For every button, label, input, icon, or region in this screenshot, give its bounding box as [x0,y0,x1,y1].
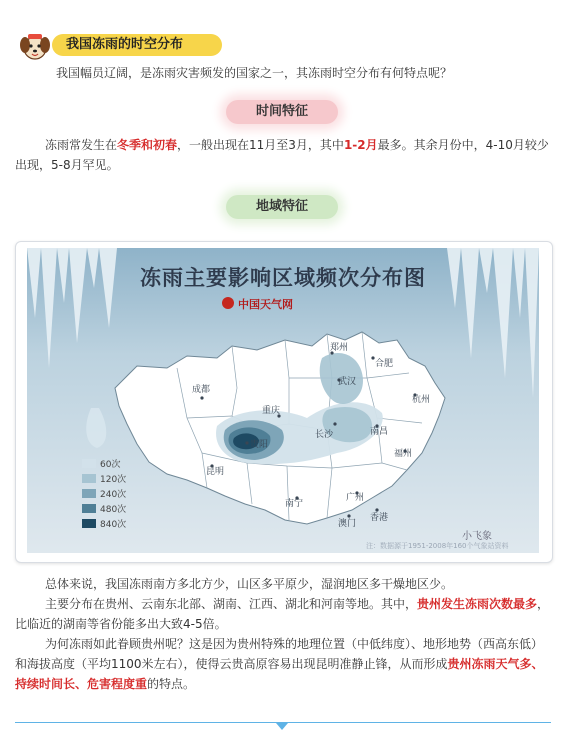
city-label: 南昌 [370,427,389,437]
legend-swatch [82,504,96,513]
time-paragraph: 冻雨常发生在冬季和初春，一般出现在11月至3月，其中1-2月最多。其余月份中，4-10月较少出现，5-8月罕见。 [15,138,549,172]
city-label: 重庆 [262,406,281,416]
city-label: 成都 [192,385,211,395]
mascot-icon [18,32,52,62]
divider-arrow-icon [276,723,288,730]
city-label: 广州 [346,493,365,503]
city-label: 福州 [394,449,413,459]
city-label: 贵阳 [250,440,269,450]
city-label: 武汉 [338,377,357,387]
city-label: 杭州 [412,395,431,405]
region-section-label: 地域特征 [226,195,338,219]
legend-item: 60次 [82,456,126,471]
intro-text: 我国幅员辽阔，是冻雨灾害频发的国家之一，其冻雨时空分布有何特点呢？ [56,66,453,80]
city-label: 南宁 [285,499,304,509]
time-section-label: 时间特征 [226,100,338,124]
brand-logo-icon [222,297,234,309]
summary-line-1: 总体来说，我国冻雨南方多北方少，山区多平原少，湿润地区多干燥地区少。 [45,577,454,591]
city-label: 合肥 [375,359,394,369]
legend-item: 840次 [82,516,126,531]
legend-item: 120次 [82,471,126,486]
watermark: 小飞象 [462,531,492,542]
city-label: 郑州 [330,343,349,353]
city-label: 澳门 [338,519,357,529]
city-label: 长沙 [315,430,334,440]
legend-swatch [82,519,96,528]
summary-line-2: 主要分布在贵州、云南东北部、湖南、江西、湖北和河南等地。其中，贵州发生冻雨次数最多，比临近的湖南等省份能多出大致4-5倍。 [15,597,550,631]
legend-swatch [82,489,96,498]
city-label: 香港 [370,513,389,523]
map-legend [82,456,126,531]
legend-swatch [82,474,96,483]
map-brand: 中国天气网 [238,298,293,311]
city-label: 昆明 [206,467,225,477]
map-credit: 注：数据源于1951-2008年160个气象站资料 [366,542,509,550]
legend-swatch [82,459,96,468]
map-title: 冻雨主要影响区域频次分布图 [140,266,426,290]
section-title: 我国冻雨的时空分布 [52,34,222,56]
summary-paragraph [15,574,553,694]
summary-line-3: 为何冻雨如此眷顾贵州呢？这是因为贵州特殊的地理位置（中低纬度）、地形地势（西高东低）和海拔高度（平均1100米左右），使得云贵高原容易出现昆明准静止锋，从而形成贵州冻雨天气多、持续时间长、危害程度重的特点。 [15,637,544,691]
legend-item: 480次 [82,501,126,516]
legend-item: 240次 [82,486,126,501]
